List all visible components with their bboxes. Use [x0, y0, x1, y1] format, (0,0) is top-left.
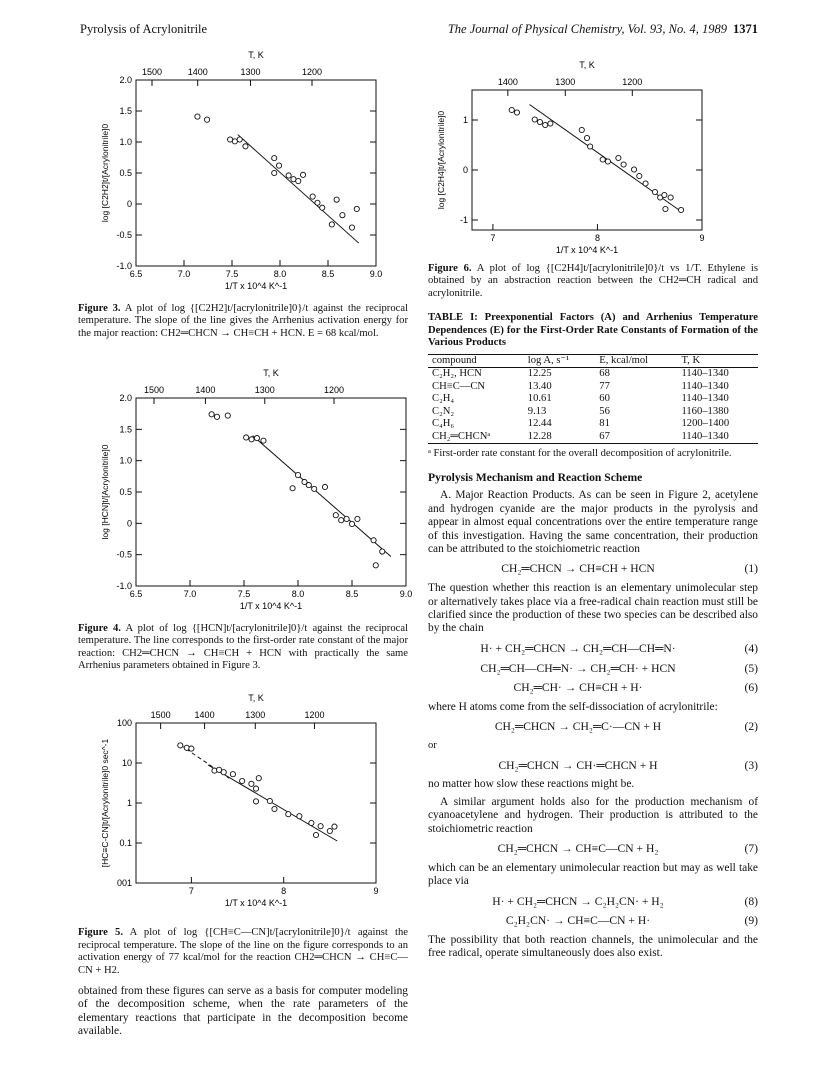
data-point — [514, 110, 519, 115]
figure-3-chart — [78, 48, 408, 298]
table-cell: 56 — [599, 405, 610, 417]
data-point — [225, 413, 230, 418]
figure-4-caption: Figure 4. A plot of log {[HCN]t/[acrylonitrile]0}/t against the reciprocal temperature. The line corresponds to the first-order rate constant of the major reaction: CH2═CHCN → CH≡CH + HCN with practically the same Arrhenius parameters obtained in Figure 3. — [78, 622, 408, 671]
data-point — [532, 117, 537, 122]
data-point — [332, 824, 337, 829]
data-point — [320, 205, 325, 210]
data-point — [309, 820, 314, 825]
data-point — [253, 798, 258, 803]
data-point — [643, 181, 648, 186]
data-point — [340, 213, 345, 218]
fit-line — [253, 436, 391, 557]
x-axis-label: 1/T x 10^4 K^-1 — [224, 897, 288, 908]
section-heading: Pyrolysis Mechanism and Reaction Scheme — [428, 470, 643, 484]
top-axis-label: T, K — [248, 692, 264, 703]
data-point — [579, 127, 584, 132]
data-point — [637, 173, 642, 178]
table-row — [428, 393, 758, 406]
top-axis-label: T, K — [579, 60, 595, 70]
data-point — [272, 170, 277, 175]
y-tick-label: 10 — [121, 757, 132, 768]
table-cell: CH₂═CHCNᵃ — [428, 431, 524, 444]
equation-8: H· + CH₂═CHCN → C₂H₂CN· + H₂ (8) — [492, 894, 758, 908]
table-cell: 12.44 — [527, 418, 552, 429]
data-point — [261, 438, 266, 443]
y-tick-label: 1 — [126, 797, 132, 808]
table-cell: 68 — [599, 368, 610, 379]
data-point — [286, 811, 291, 816]
table-header-cell: compound — [428, 354, 524, 368]
x-tick-label: 9 — [699, 233, 705, 243]
data-point — [355, 516, 360, 521]
y-tick-label: 1.5 — [119, 106, 132, 116]
table-cell: 1140–1340 — [681, 393, 729, 404]
table-row — [428, 368, 758, 381]
figure-6-chart — [428, 48, 758, 258]
y-tick-label: 0 — [462, 165, 468, 175]
table-title: TABLE I: Preexponential Factors (A) and Arrhenius Temperature Dependences (E) for the First-Order Rate Constants of Formation of the Various Products — [428, 312, 758, 348]
data-point — [276, 163, 281, 168]
paragraph-5: A similar argument holds also for the production mechanism of cyanoacetylene and hydrogen. Their production is attributed to the stoichiometric reaction — [428, 795, 758, 835]
y-tick-label: 1.0 — [119, 455, 132, 466]
data-point — [253, 786, 258, 791]
data-point — [243, 144, 248, 149]
paragraph-7: The possibility that both reaction channels, the unimolecular and the free radical, operate simultaneously does also exist. — [428, 933, 758, 960]
data-point — [605, 159, 610, 164]
top-tick-label: 1200 — [301, 67, 323, 77]
table-cell: 13.40 — [527, 380, 552, 392]
paragraph-1: A. Major Reaction Products. As can be seen in Figure 2, acetylene and hydrogen cyanide are the major products in the pyrolysis and appear in almost equal concentrations over the entire temperature range of this investigation. Having the same concentration, their production can be attributed to the stoichiometric reaction — [428, 489, 758, 555]
data-point — [249, 437, 254, 442]
x-tick-label: 7.0 — [183, 589, 197, 599]
y-tick-label: 1.5 — [119, 424, 132, 435]
top-tick-label: 1500 — [141, 67, 163, 77]
y-axis-label: log [HCN]t/[Acrylonitrile]0 — [100, 444, 110, 540]
data-point — [509, 107, 514, 112]
figure-4-chart — [78, 348, 413, 618]
data-point — [296, 178, 301, 183]
data-point — [329, 222, 334, 227]
data-point — [272, 156, 277, 161]
data-point — [380, 549, 385, 554]
x-tick-label: 8.5 — [345, 589, 359, 599]
data-point — [322, 484, 327, 489]
top-tick-label: 1200 — [622, 77, 643, 87]
data-point — [318, 823, 323, 828]
equation-9: C₂H₂CN· → CH≡C—CN + H· (9) — [505, 914, 758, 928]
table-cell: 1140–1340 — [677, 431, 758, 444]
y-tick-label: 100 — [116, 717, 132, 728]
page-number: 1371 — [733, 22, 758, 36]
data-point — [327, 828, 332, 833]
paragraph-3: where H atoms come from the self-dissociation of acrylonitrile: — [428, 700, 718, 713]
x-tick-label: 7.5 — [237, 589, 251, 599]
top-tick-label: 1400 — [497, 77, 518, 87]
y-tick-label: 2.0 — [119, 75, 132, 85]
data-point — [662, 192, 667, 197]
table-cell: 1140–1340 — [681, 380, 729, 392]
x-tick-label: 8 — [281, 885, 287, 896]
data-point — [344, 516, 349, 521]
data-point — [333, 513, 338, 518]
table-row — [428, 406, 758, 419]
table-row — [428, 431, 758, 444]
data-point — [267, 798, 272, 803]
paragraph-6: which can be an elementary unimolecular reaction but may as well take place via — [428, 861, 758, 888]
data-point — [240, 778, 245, 783]
y-tick-label: 001 — [116, 877, 132, 888]
data-point — [290, 486, 295, 491]
top-tick-label: 1500 — [143, 385, 165, 395]
data-point — [310, 194, 315, 199]
data-point — [668, 195, 673, 200]
equation-2: CH₂═CHCN → CH₂═C·—CN + H (2) — [494, 720, 758, 734]
data-point — [334, 197, 339, 202]
top-tick-label: 1300 — [240, 67, 261, 77]
data-point — [678, 207, 683, 212]
data-point — [349, 225, 354, 230]
table-header-cell: T, K — [677, 354, 758, 368]
x-axis-label: 1/T x 10^4 K^-1 — [224, 281, 288, 291]
running-header-right — [448, 22, 758, 37]
table-cell: 10.61 — [527, 393, 552, 404]
x-tick-label: 7 — [490, 233, 496, 243]
table-cell: C₄H₆ — [432, 418, 455, 429]
x-tick-label: 7 — [188, 885, 194, 896]
plot-frame — [136, 80, 376, 266]
y-tick-label: -0.5 — [116, 230, 132, 240]
running-header-left: Pyrolysis of Acrylonitrile — [80, 22, 208, 36]
table-cell: 60 — [599, 393, 610, 404]
table-cell: C₂H₄ — [432, 393, 455, 404]
y-tick-label: -0.5 — [116, 549, 132, 560]
table-row — [428, 418, 758, 431]
table-footnote: ᵃ First-order rate constant for the overall decomposition of acrylonitrile. — [428, 448, 732, 459]
data-point — [652, 189, 657, 194]
x-tick-label: 8 — [594, 233, 600, 243]
data-point — [286, 173, 291, 178]
data-point — [312, 486, 317, 491]
table-cell: 1160–1380 — [681, 405, 729, 417]
data-point — [209, 412, 214, 417]
y-axis-label: log [C2H4]t/[Acrylonitrile]0 — [436, 110, 446, 210]
top-tick-label: 1200 — [323, 385, 345, 395]
y-tick-label: -1 — [459, 215, 468, 225]
y-axis-label: [HC≡C-CN]t/[Acrylonitrile]0 sec^-1 — [100, 738, 110, 867]
data-point — [214, 414, 219, 419]
data-point — [315, 200, 320, 205]
table-cell: 81 — [599, 418, 610, 429]
table-row — [428, 381, 758, 394]
top-axis-label: T, K — [263, 368, 279, 378]
table-cell: 1200–1400 — [681, 418, 730, 429]
y-tick-label: 0 — [126, 199, 132, 209]
data-point — [178, 742, 183, 747]
journal-citation: The Journal of Physical Chemistry, Vol. 93, No. 4, 1989 — [447, 22, 727, 36]
equation-6: CH₂═CH· → CH≡CH + H· (6) — [513, 681, 758, 695]
table-cell: 12.25 — [527, 368, 552, 379]
data-point — [621, 162, 626, 167]
data-point — [349, 521, 354, 526]
x-tick-label: 7.0 — [177, 269, 191, 279]
data-point — [543, 122, 548, 127]
x-tick-label: 6.5 — [129, 269, 143, 279]
data-point — [195, 114, 200, 119]
data-point — [548, 121, 553, 126]
y-tick-label: 0.5 — [119, 168, 132, 178]
y-tick-label: 0.1 — [119, 837, 132, 848]
top-tick-label: 1300 — [555, 77, 576, 87]
data-point — [237, 137, 242, 142]
data-point — [588, 144, 593, 149]
or-text: or — [428, 740, 437, 752]
data-point — [663, 206, 668, 211]
equation-1: CH₂═CHCN → CH≡CH + HCN (1) — [501, 562, 758, 576]
data-point — [256, 775, 261, 780]
top-tick-label: 1200 — [304, 709, 325, 720]
data-point — [306, 483, 311, 488]
data-point — [600, 157, 605, 162]
y-tick-label: -1.0 — [116, 261, 132, 271]
y-tick-label: 1 — [462, 115, 468, 125]
data-point — [249, 781, 254, 786]
equation-5: CH₂═CH—CH═N· → CH₂═CH· + HCN (5) — [480, 661, 758, 675]
x-tick-label: 8.0 — [291, 589, 305, 599]
data-point — [354, 206, 359, 211]
top-tick-label: 1300 — [254, 385, 275, 395]
figure-5-chart — [78, 683, 408, 923]
top-tick-label: 1400 — [194, 709, 215, 720]
figure-3-caption: Figure 3. A plot of log {[C2H2]t/[acrylonitrile]0}/t against the reciprocal temperature. The slope of the line gives the Arrhenius activation energy for the major reaction: CH2═CHCN → CH≡CH + HCN. E = 68 kcal/mol. — [78, 302, 408, 339]
top-tick-label: 1400 — [195, 385, 216, 395]
top-tick-label: 1300 — [245, 709, 266, 720]
table-cell: 67 — [595, 431, 677, 444]
table-cell: CH≡C—CN — [432, 380, 486, 392]
data-point — [297, 813, 302, 818]
data-point — [295, 472, 300, 477]
table-cell: C₂H₂, HCN — [432, 368, 482, 379]
data-point — [230, 771, 235, 776]
data-point — [254, 436, 259, 441]
data-point — [313, 832, 318, 837]
y-tick-label: 2.0 — [119, 393, 132, 403]
data-point — [373, 563, 378, 568]
data-point — [339, 518, 344, 523]
table-cell: 12.28 — [524, 431, 596, 444]
x-tick-label: 9.0 — [369, 269, 383, 279]
data-point — [584, 135, 589, 140]
data-point — [631, 167, 636, 172]
top-tick-label: 1500 — [150, 709, 171, 720]
data-point — [371, 538, 376, 543]
x-tick-label: 8.0 — [273, 269, 287, 279]
data-point — [189, 746, 194, 751]
data-point — [537, 119, 542, 124]
top-axis-label: T, K — [248, 50, 264, 60]
x-axis-label: 1/T x 10^4 K^-1 — [555, 245, 619, 255]
body-paragraph: obtained from these figures can serve as a basis for computer modeling of the decomposition scheme, when the rate parameters of the elementary reactions that participate in the decomposition become available. — [78, 985, 408, 1038]
x-tick-label: 6.5 — [129, 589, 143, 599]
x-tick-label: 8.5 — [321, 269, 335, 279]
paragraph-2: The question whether this reaction is an elementary unimolecular step or alternatively takes place via a free-radical chain reaction must still be clarified since the production of these two species can be described also by the chain — [428, 582, 758, 635]
data-point — [300, 172, 305, 177]
data-point — [204, 117, 209, 122]
equation-4: H· + CH₂═CHCN → CH₂═CH—CH═N· (4) — [480, 641, 758, 655]
plot-frame — [136, 398, 406, 586]
equation-3: CH₂═CHCN → CH·═CHCN + H (3) — [498, 758, 758, 772]
top-tick-label: 1400 — [187, 67, 208, 77]
x-tick-label: 9.0 — [399, 589, 413, 599]
figure-6-caption: Figure 6. A plot of log {[C2H4]t/[acrylonitrile]0}/t vs 1/T. Ethylene is obtained by an abstraction reaction between the CH2═CH radical and acrylonitrile. — [428, 262, 758, 299]
y-tick-label: -1.0 — [116, 581, 132, 591]
y-tick-label: 0 — [126, 518, 132, 529]
table-cell: C₂N₂ — [432, 405, 455, 417]
x-tick-label: 7.5 — [225, 269, 239, 279]
y-tick-label: 0.5 — [119, 487, 132, 497]
figure-5-caption: Figure 5. A plot of log {[CH≡C—CN]t/[acrylonitrile]0}/t against the reciprocal temperature. The slope of the line on the figure corresponds to an activation energy of 77 kcal/mol for the reaction CH2═CHCN → CH≡C—CN + H2. — [78, 927, 408, 976]
fit-line — [208, 765, 337, 841]
equation-7: CH₂═CHCN → CH≡C—CN + H₂ (7) — [497, 842, 758, 856]
data-point — [244, 435, 249, 440]
data-point — [272, 806, 277, 811]
data-point — [616, 155, 621, 160]
paragraph-4: no matter how slow these reactions might be. — [428, 778, 635, 791]
rate-constants-table — [428, 354, 758, 445]
table-cell: 77 — [599, 380, 610, 392]
y-axis-label: log [C2H2]t/[Acrylonitrile]0 — [100, 123, 110, 223]
x-axis-label: 1/T x 10^4 K^-1 — [239, 601, 303, 611]
x-tick-label: 9 — [373, 885, 379, 896]
table-header-cell: log A, s⁻¹ — [524, 354, 596, 368]
table-header-cell: E, kcal/mol — [595, 354, 677, 368]
y-tick-label: 1.0 — [119, 137, 132, 147]
fit-line — [238, 135, 359, 244]
data-point — [221, 769, 226, 774]
table-cell: 9.13 — [527, 405, 547, 417]
table-cell: 1140–1340 — [681, 368, 729, 379]
